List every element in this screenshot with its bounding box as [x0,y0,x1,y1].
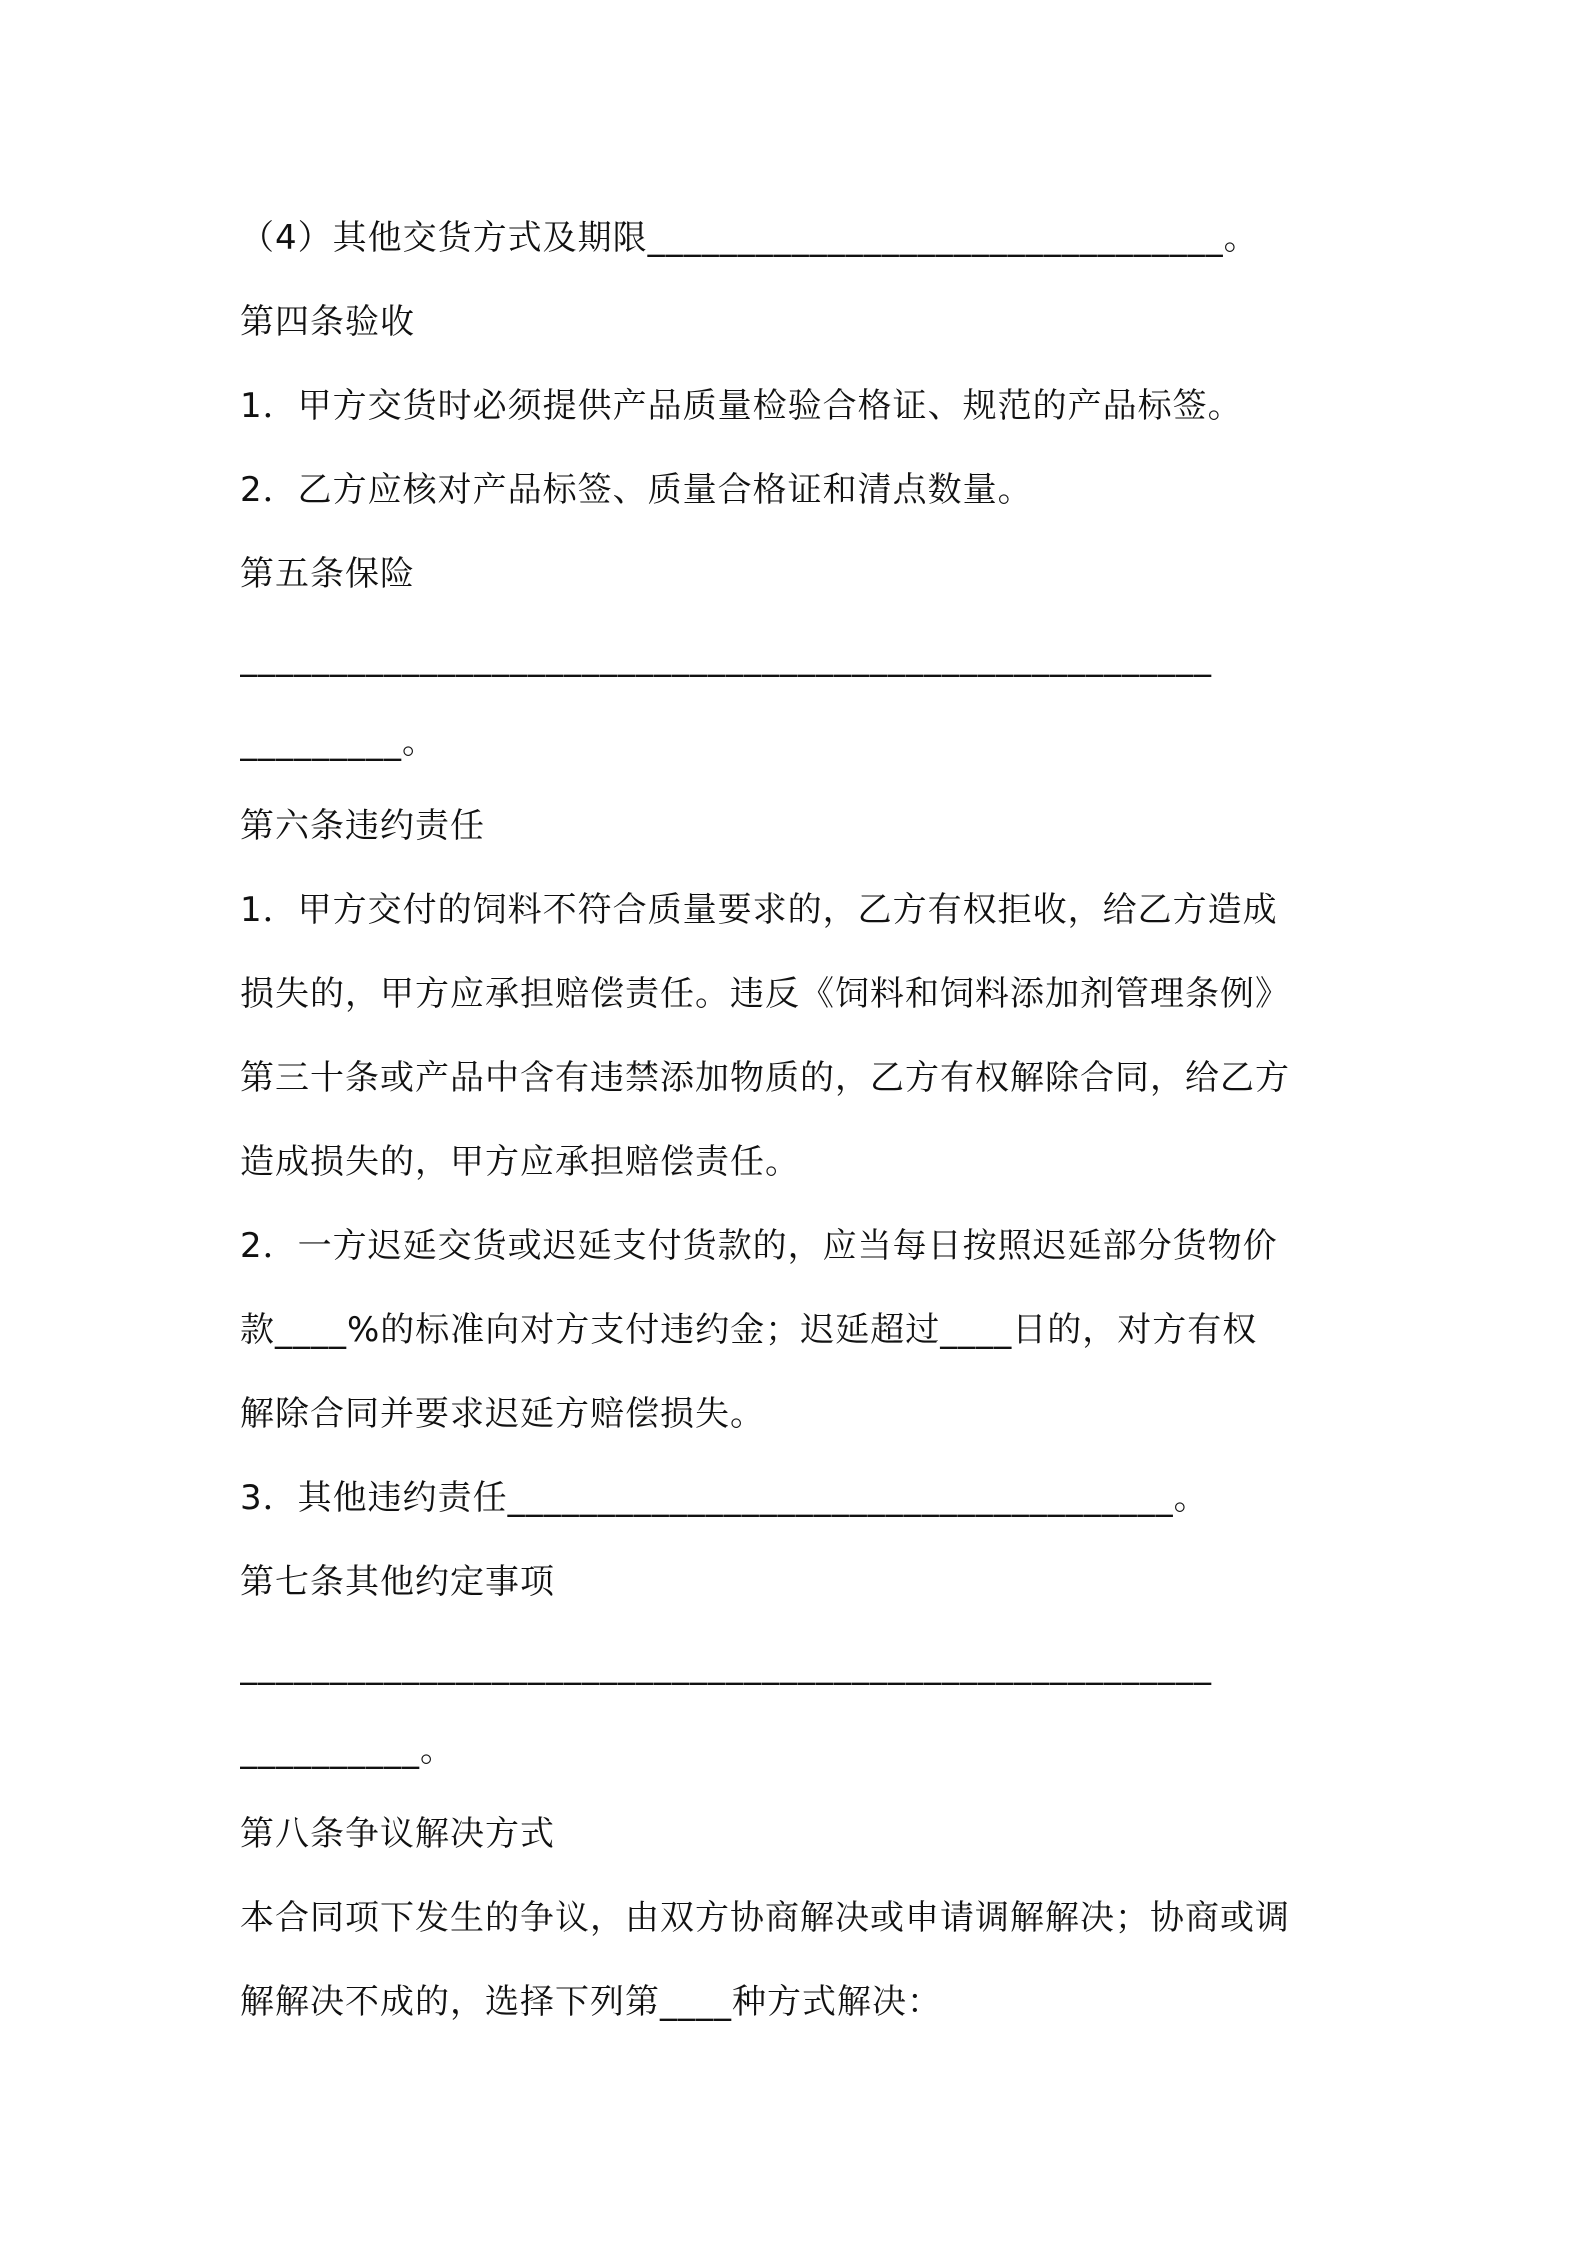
article-6-item-2-line-2: 款____%的标准向对方支付违约金；迟延超过____日的，对方有权 [240,1310,1258,1350]
article-5-heading: 第五条保险 [240,554,415,594]
article-6-item-1-line-2: 损失的，甲方应承担赔偿责任。违反《饲料和饲料添加剂管理条例》 [240,974,1290,1014]
article-8-text-line-2: 解解决不成的，选择下列第____种方式解决： [240,1982,942,2022]
article-7-heading: 第七条其他约定事项 [240,1562,555,1602]
article-8-text-line-1: 本合同项下发生的争议，由双方协商解决或申请调解解决；协商或调 [240,1898,1290,1938]
article-6-item-1-line-1: 1．甲方交付的饲料不符合质量要求的，乙方有权拒收，给乙方造成 [240,890,1278,930]
article-4-item-1: 1．甲方交货时必须提供产品质量检验合格证、规范的产品标签。 [240,386,1243,426]
article-6-item-2-line-1: 2．一方迟延交货或迟延支付货款的，应当每日按照迟延部分货物价 [240,1226,1278,1266]
article-4-heading: 第四条验收 [240,302,415,342]
article-5-blank-line-2: _________。 [240,722,437,762]
article-6-item-1-line-3: 第三十条或产品中含有违禁添加物质的，乙方有权解除合同，给乙方 [240,1058,1290,1098]
article-6-item-3: 3．其他违约责任_____________________________________。 [240,1478,1209,1518]
document-body [240,196,1360,2044]
article-6-heading: 第六条违约责任 [240,806,485,846]
article-5-blank-line-1: ______________________________________________________ [240,638,1212,678]
article-7-blank-line-1: ______________________________________________________ [240,1646,1212,1686]
article-6-item-1-line-4: 造成损失的，甲方应承担赔偿责任。 [240,1142,800,1182]
article-6-item-2-line-3: 解除合同并要求迟延方赔偿损失。 [240,1394,765,1434]
article-8-heading: 第八条争议解决方式 [240,1814,555,1854]
article-7-blank-line-2: __________。 [240,1730,455,1770]
article-4-item-2: 2．乙方应核对产品标签、质量合格证和清点数量。 [240,470,1033,510]
clause-3-item-4: （4）其他交货方式及期限________________________________。 [240,218,1259,258]
